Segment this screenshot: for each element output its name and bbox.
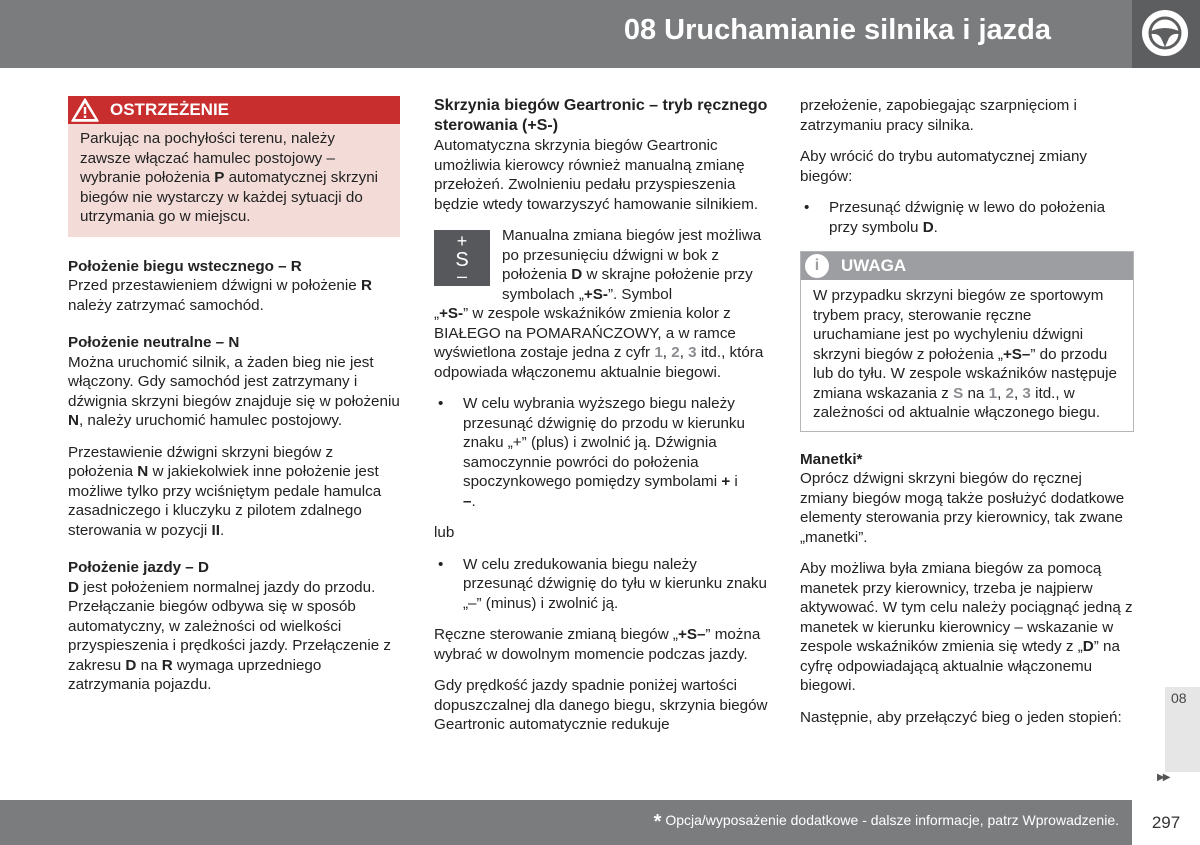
manual-select-text bbox=[434, 625, 768, 664]
warning-text-part: Parkując na pochyłości terenu, należy zawsze włączać hamulec postojowy – wybranie położenia bbox=[80, 130, 335, 186]
neutral-text-1 bbox=[68, 353, 400, 431]
text-part: . bbox=[219, 521, 225, 539]
warning-text-bold: P bbox=[214, 169, 225, 186]
neutral-text-2 bbox=[68, 443, 400, 541]
note-title: UWAGA bbox=[841, 256, 907, 275]
chapter-title: 08 Uruchamianie silnika i jazda bbox=[623, 14, 1051, 46]
text-part: itd., w zależności od aktualnie włączonego biegu. bbox=[813, 384, 1101, 421]
text-part: W przypadku skrzyni biegów ze sportowym trybem pracy, sterowanie ręczne uruchamiane jest po wychyleniu dźwigni skrzyni biegów z położenia „ bbox=[813, 287, 1104, 363]
page-header bbox=[0, 0, 1132, 68]
text-part: Można uruchomić silnik, a żaden bieg nie jest włączony. Gdy samochód jest zatrzymany i dźwignia skrzyni biegów znajduje się w położeniu bbox=[68, 353, 400, 410]
note-box bbox=[800, 251, 1134, 432]
warning-triangle-icon bbox=[70, 97, 100, 123]
text-part: i bbox=[730, 473, 738, 490]
text-part: Przed przestawieniem dźwigni w położenie bbox=[68, 277, 361, 294]
text-part: w skrajne położenie przy symbolach „ bbox=[502, 266, 753, 303]
warning-text-part: automatycznej skrzyni biegów nie wystarczy w każdej sytuacji do utrzymania go w miejscu. bbox=[80, 169, 379, 225]
downshift-continued: przełożenie, zapobiegając szarpnięciom i zatrzymaniu pracy silnika. bbox=[800, 97, 1077, 134]
text-part: W celu zredukowania biegu należy przesunąć dźwignię do tyłu w kierunku znaku „–” (minus) i zwolnić ją. bbox=[463, 555, 767, 612]
text-part: Przestawienie dźwigni skrzyni biegów z położenia bbox=[68, 443, 334, 480]
bullet-upshift bbox=[434, 394, 768, 511]
gear-icon-s: S bbox=[455, 249, 469, 271]
reverse-text bbox=[68, 276, 400, 315]
text-bold: D bbox=[922, 218, 934, 236]
column-3 bbox=[800, 96, 1134, 739]
text-part: na bbox=[136, 656, 162, 674]
paddles-text-1: Oprócz dźwigni skrzyni biegów do ręcznej zmiany biegów mogą także posłużyć dodatkowe elementy sterowania przy kierownicy, tak zwane „manetki”. bbox=[800, 470, 1125, 546]
gear-icon-minus: – bbox=[456, 266, 468, 286]
geartronic-intro: Automatyczna skrzynia biegów Geartronic umożliwia kierowcy również manualną zmianę przełożeń. Zwolnieniu pedału przyspieszenia będzie wtedy towarzyszyć hamowanie silnikiem. bbox=[434, 137, 759, 213]
neutral-heading: Położenie neutralne – N bbox=[68, 334, 240, 351]
bullet-return-d bbox=[800, 198, 1134, 237]
footnote-text: Opcja/wyposażenie dodatkowe - dalsze informacje, patrz Wprowadzenie. bbox=[661, 812, 1119, 828]
text-bold: II bbox=[211, 521, 220, 539]
text-bold: D bbox=[1082, 638, 1094, 655]
text-part: , bbox=[1013, 384, 1023, 402]
speed-text: Gdy prędkość jazdy spadnie poniżej wartości dopuszczalnej dla danego biegu, skrzynia biegów Geartronic automatycznie redukuje bbox=[434, 677, 768, 733]
or-text: lub bbox=[434, 524, 455, 541]
drive-text bbox=[68, 578, 400, 695]
column-1 bbox=[68, 96, 400, 707]
text-part: ” można wybrać w dowolnym momencie podczas jazdy. bbox=[434, 626, 761, 663]
digit-highlight: 1 bbox=[988, 384, 998, 402]
digit-highlight: S bbox=[953, 384, 964, 402]
bullet-dot: • bbox=[438, 555, 444, 573]
text-bold: + bbox=[721, 473, 731, 490]
text-part: , bbox=[679, 344, 689, 361]
digit-highlight: 3 bbox=[688, 344, 697, 361]
geartronic-heading: Skrzynia biegów Geartronic – tryb ręcznego sterowania (+S-) bbox=[434, 97, 768, 134]
warning-header bbox=[68, 96, 400, 124]
footnote-star: * bbox=[653, 811, 662, 833]
note-text bbox=[801, 280, 1133, 431]
paddles-text-3: Następnie, aby przełączyć bieg o jeden stopień: bbox=[800, 708, 1122, 726]
column-2 bbox=[434, 96, 768, 747]
text-bold: D bbox=[125, 656, 137, 674]
text-part: , bbox=[662, 344, 672, 361]
text-part: należy zatrzymać samochód. bbox=[68, 296, 264, 314]
text-part: ” w zespole wskaźników zmienia kolor z BIAŁEGO na POMARAŃCZOWY, a w ramce wyświetlona zostaje jedna z cyfr bbox=[434, 305, 736, 361]
text-part: w jakiekolwiek inne położenie jest możliwe tylko przy wciśniętym pedale hamulca zasadniczego i kluczyku z pilotem zdalnego sterowania w pozycji bbox=[68, 463, 382, 539]
text-part: ”. Symbol bbox=[607, 285, 673, 303]
bullet-dot: • bbox=[438, 395, 444, 412]
chapter-side-tab-label: 08 bbox=[1171, 690, 1187, 706]
text-part: . bbox=[933, 218, 938, 236]
return-auto-text: Aby wrócić do trybu automatycznej zmiany biegów: bbox=[800, 148, 1087, 185]
text-part: wymaga uprzedniego zatrzymania pojazdu. bbox=[68, 656, 322, 693]
text-part: Ręczne sterowanie zmianą biegów „ bbox=[434, 626, 678, 643]
digit-highlight: 2 bbox=[1005, 384, 1014, 402]
steering-wheel-icon bbox=[1140, 8, 1190, 58]
warning-box bbox=[68, 96, 400, 237]
warning-title: OSTRZEŻENIE bbox=[110, 100, 230, 119]
bullet-downshift bbox=[434, 555, 768, 614]
bullet-dot: • bbox=[804, 199, 810, 216]
text-part: jest położeniem normalnej jazdy do przodu. Przełączanie biegów odbywa się w sposób automatyczny, w zależności od wielkości przyspieszenia i prędkości jazdy. Przełączenie z zakresu bbox=[68, 578, 392, 674]
text-bold: +S- bbox=[583, 285, 608, 303]
digit-highlight: 1 bbox=[654, 344, 663, 361]
warning-text bbox=[68, 124, 400, 237]
text-bold: – bbox=[463, 492, 472, 510]
gear-plus-s-minus-icon bbox=[434, 230, 490, 286]
footer-note bbox=[654, 811, 1119, 834]
text-bold: +S– bbox=[677, 626, 706, 643]
text-bold: N bbox=[137, 463, 149, 480]
digit-highlight: 2 bbox=[671, 344, 680, 361]
text-part: Aby możliwa była zmiana biegów za pomocą manetek przy kierownicy, trzeba je najpierw aktywować. W tym celu należy pociągnąć jedną z manetek w kierunku kierownicy – wskazanie w zespole wskaźników zmienia się wtedy z „ bbox=[800, 560, 1133, 655]
next-page-arrows-icon[interactable]: ▶▶ bbox=[1157, 772, 1169, 783]
text-bold: D bbox=[571, 266, 583, 283]
text-bold: D bbox=[68, 578, 79, 596]
paddles-heading: Manetki* bbox=[800, 450, 863, 468]
text-bold: N bbox=[68, 412, 79, 429]
text-part: Manualna zmiana biegów jest możliwa po przesunięciu dźwigni w bok z położenia bbox=[502, 227, 762, 283]
page-number: 297 bbox=[1132, 800, 1200, 845]
reverse-heading: Położenie biegu wstecznego – R bbox=[68, 257, 302, 275]
text-part: „ bbox=[434, 305, 440, 322]
drive-heading: Położenie jazdy – D bbox=[68, 559, 209, 576]
paddles-text-2 bbox=[800, 559, 1134, 696]
text-part: itd., która odpowiada włączonemu aktualnie biegowi. bbox=[434, 344, 764, 381]
info-icon: i bbox=[805, 254, 829, 278]
text-part: , bbox=[997, 384, 1006, 402]
text-bold: R bbox=[360, 277, 372, 294]
text-bold: +S– bbox=[1002, 345, 1031, 363]
text-part: . bbox=[471, 492, 476, 510]
digit-highlight: 3 bbox=[1022, 384, 1031, 402]
text-bold: R bbox=[161, 656, 173, 674]
text-part: na bbox=[963, 384, 989, 402]
gear-continued-text bbox=[434, 304, 768, 382]
gear-icon-plus: + bbox=[456, 231, 468, 251]
text-part: ” do przodu lub do tyłu. W zespole wskaźników następuje zmiana wskazania z bbox=[813, 345, 1117, 402]
text-part: W celu wybrania wyższego biegu należy przesunąć dźwignię do przodu w kierunku znaku „+” (plus) i zwolnić ją. Dźwignia samoczynnie powróci do położenia spoczynkowego pomiędzy symbolami bbox=[463, 395, 745, 490]
gear-manual-block bbox=[434, 226, 768, 304]
text-bold: +S- bbox=[439, 305, 464, 322]
note-header bbox=[801, 252, 1133, 280]
text-part: Przesunąć dźwignię w lewo do położenia przy symbolu bbox=[829, 199, 1106, 236]
text-part: ” na cyfrę odpowiadającą aktualnie włączonemu biegowi. bbox=[800, 638, 1120, 694]
text-part: , należy uruchomić hamulec postojowy. bbox=[78, 412, 343, 429]
